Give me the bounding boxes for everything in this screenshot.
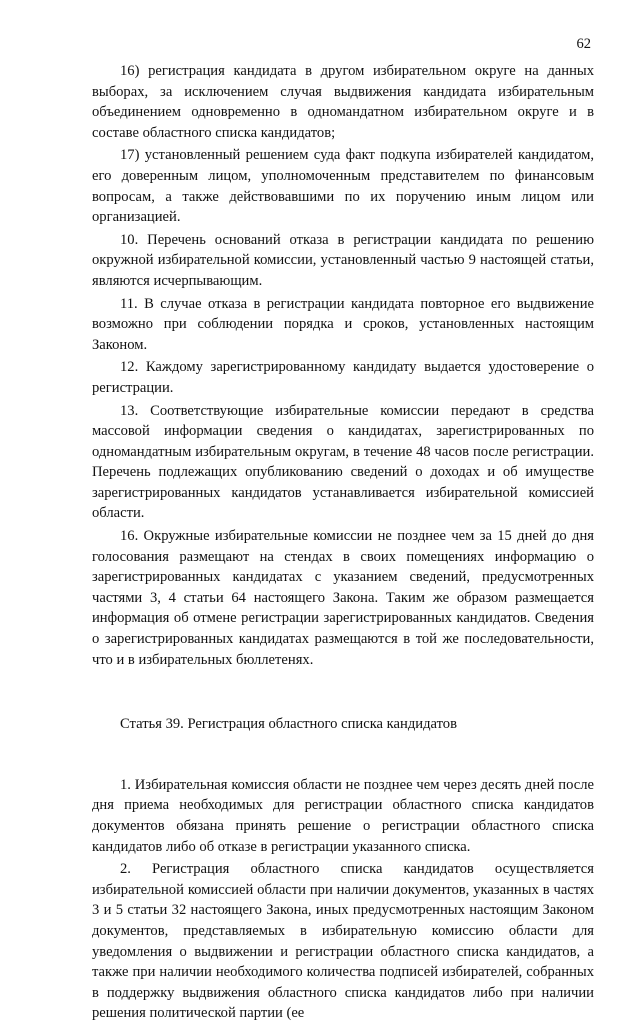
paragraph-part-13: 13. Соответствующие избирательные комиссии передают в средства массовой информации сведения о кандидатах, зарегистрированных по одномандатным избирательным округам, в течение 48 часов после регистрации. Перечень подлежащих опубликованию сведений о доходах и об имуществе зарегистрированных кандидатов устанавливается избирательной комиссией области. [92, 402, 594, 522]
page-number: 62 [576, 36, 591, 52]
article-heading: Статья 39. Регистрация областного списка кандидатов [120, 716, 457, 733]
document-body [92, 61, 594, 1026]
paragraph-part-12: 12. Каждому зарегистрированному кандидату выдается удостоверение о регистрации. [92, 359, 594, 396]
paragraph-article39-part-2: 2. Регистрация областного списка кандидатов осуществляется избирательной комиссией области при наличии документов, указанных в частях 3 и 5 статьи 32 настоящего Закона, иных предусмотренных настоящим Законом документов, представляемых в избирательную комиссию области для уведомления о выдвижении и регистрации областного списка кандидатов, а также при наличии необходимого количества подписей избирателей, собранных в поддержку выдвижения областного списка кандидатов либо при наличии решения политической партии (ее [92, 861, 594, 1022]
paragraph-article39-part-1: 1. Избирательная комиссия области не позднее чем через десять дней после дня приема необходимых для регистрации областного списка кандидатов документов обязана принять решение о регистрации областного списка кандидатов либо об отказе в регистрации указанного списка. [92, 776, 594, 855]
paragraph-item-17-bribery: 17) установленный решением суда факт подкупа избирателей кандидатом, его доверенным лицом, уполномоченным представителем по финансовым вопросам, а также действовавшими по их поручению иным лицом или организацией. [92, 147, 594, 226]
paragraph-part-11: 11. В случае отказа в регистрации кандидата повторное его выдвижение возможно при соблюдении порядка и сроков, установленных настоящим Законом. [92, 295, 594, 353]
paragraph-part-16: 16. Окружные избирательные комиссии не позднее чем за 15 дней до дня голосования размещают на стендах в своих помещениях информацию о зарегистрированных кандидатах с указанием сведений, предусмотренных частями 3, 4 статьи 64 настоящего Закона. Таким же образом размещается информация об отмене регистрации зарегистрированных кандидатов. Сведения о зарегистрированных кандидатах размещаются в той же последовательности, что и в избирательных бюллетенях. [92, 528, 594, 668]
paragraph-part-10: 10. Перечень оснований отказа в регистрации кандидата по решению окружной избирательной комиссии, установленный частью 9 настоящей статьи, являются исчерпывающим. [92, 231, 594, 289]
paragraph-item-16-candidate-other-district: 16) регистрация кандидата в другом избирательном округе на данных выборах, за исключением случая выдвижения кандидата избирательным объединением одновременно в одномандатном избирательном округе и в составе областного списка кандидатов; [92, 63, 594, 141]
